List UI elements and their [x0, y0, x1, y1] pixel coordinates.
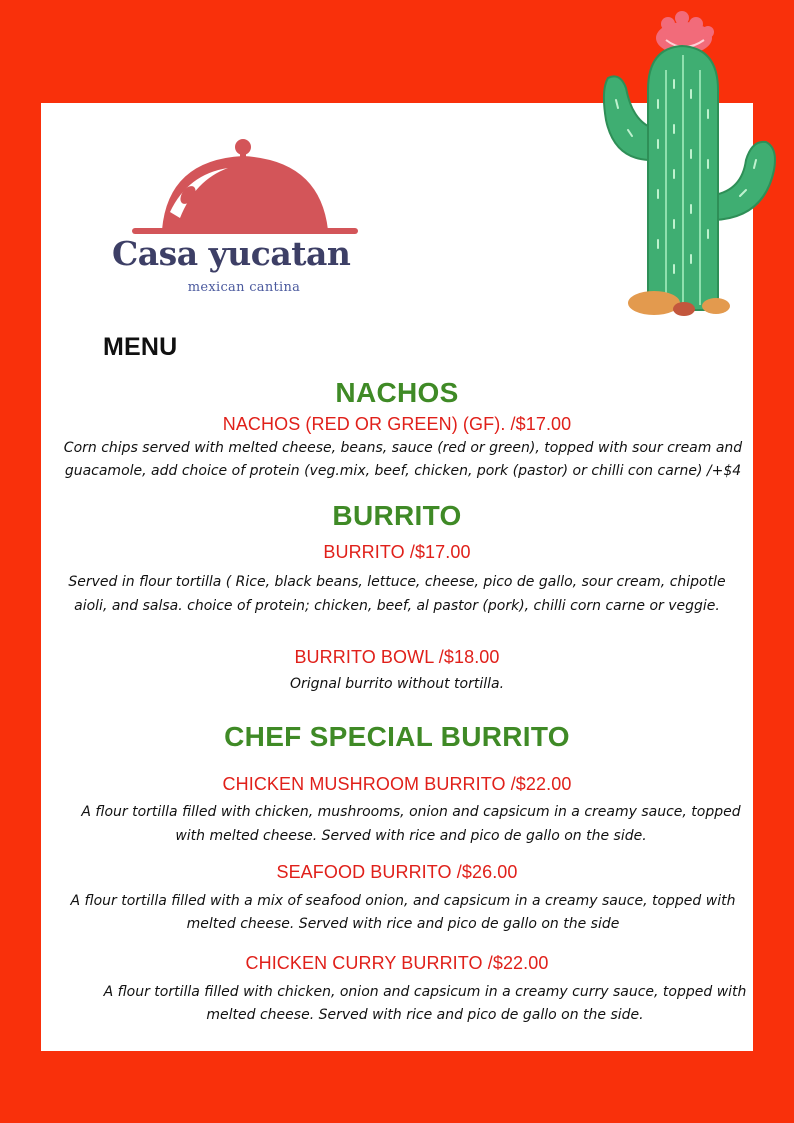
item-name-burrito: BURRITO /$17.00 [323, 542, 471, 562]
item-name-burrito-bowl: BURRITO BOWL /$18.00 [294, 647, 500, 667]
brand-name: Casa yucatan [112, 234, 351, 273]
item-name-chicken-mushroom: CHICKEN MUSHROOM BURRITO /$22.00 [222, 774, 572, 794]
item-name-chicken-curry: CHICKEN CURRY BURRITO /$22.00 [245, 953, 549, 973]
item-desc-chicken-curry-line1: A flour tortilla filled with chicken, onion and capsicum in a creamy curry sauce, topped with [103, 984, 747, 1000]
logo [110, 132, 380, 302]
item-desc-nachos-line1: Corn chips served with melted cheese, beans, sauce (red or green), topped with sour cream and [63, 440, 743, 456]
item-name-nachos: NACHOS (RED OR GREEN) (GF). /$17.00 [222, 414, 572, 434]
section-title-chef-special: CHEF SPECIAL BURRITO [224, 721, 570, 752]
item-desc-burrito-bowl: Orignal burrito without tortilla. [289, 676, 505, 692]
item-desc-burrito-line2: aioli, and salsa. choice of protein; chicken, beef, al pastor (pork), chilli corn carne or veggie. [74, 598, 720, 614]
item-desc-burrito-line1: Served in flour tortilla ( Rice, black beans, lettuce, cheese, pico de gallo, sour cream, chipotle [68, 574, 726, 590]
item-desc-seafood-line2: melted cheese. Served with rice and pico de gallo on the side [186, 916, 620, 932]
item-desc-chicken-curry-line2: melted cheese. Served with rice and pico de gallo on the side. [206, 1007, 644, 1023]
section-title-nachos: NACHOS [335, 377, 459, 408]
menu-heading: MENU [103, 333, 178, 361]
item-desc-chicken-mushroom-line1: A flour tortilla filled with chicken, mushrooms, onion and capsicum in a creamy sauce, topped [81, 804, 741, 820]
item-desc-seafood-line1: A flour tortilla filled with a mix of seafood onion, and capsicum in a creamy sauce, topped with [70, 893, 736, 909]
section-title-burrito: BURRITO [332, 500, 462, 531]
item-name-seafood: SEAFOOD BURRITO /$26.00 [276, 862, 518, 882]
item-desc-nachos-line2: guacamole, add choice of protein (veg.mix, beef, chicken, pork (pastor) or chilli con carne) /+$4 [64, 463, 742, 479]
cactus-illustration [596, 10, 781, 320]
cloche-icon [110, 132, 380, 242]
brand-tagline: mexican cantina [187, 280, 301, 295]
item-desc-chicken-mushroom-line2: with melted cheese. Served with rice and pico de gallo on the side. [175, 828, 647, 844]
